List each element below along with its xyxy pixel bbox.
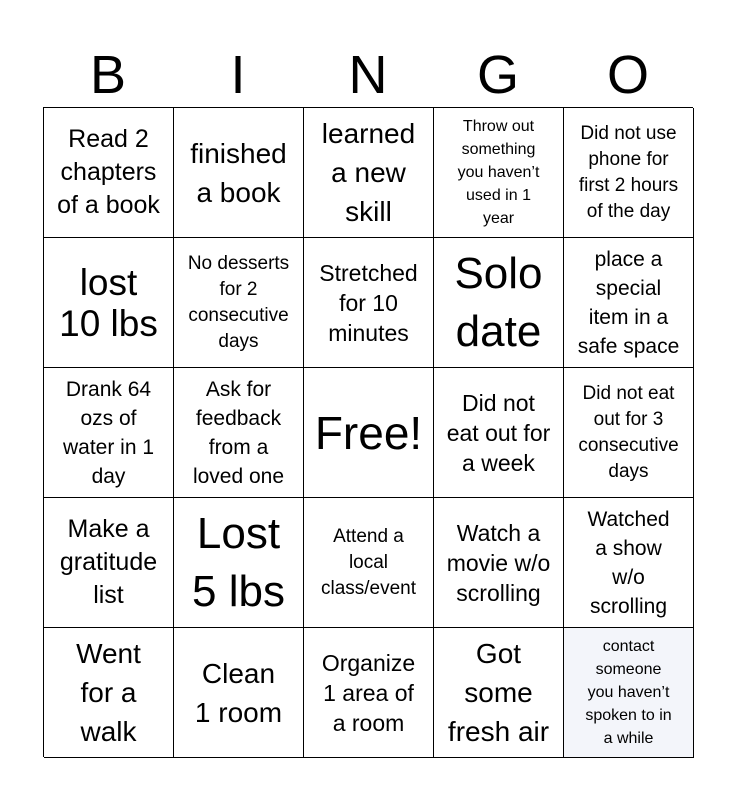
bingo-cell[interactable]: Ask for feedback from a loved one (174, 368, 304, 498)
bingo-cell[interactable]: learned a new skill (304, 108, 434, 238)
bingo-cell[interactable]: place a special item in a safe space (564, 238, 694, 368)
header-letter-g: G (476, 45, 519, 105)
bingo-cell[interactable]: Did not use phone for first 2 hours of the day (564, 108, 694, 238)
bingo-board (43, 107, 693, 757)
free-space-cell[interactable]: Free! (304, 368, 434, 498)
bingo-cell[interactable]: Watch a movie w/o scrolling (434, 498, 564, 628)
bingo-cell[interactable]: Got some fresh air (434, 628, 564, 758)
bingo-cell[interactable]: Attend a local class/event (304, 498, 434, 628)
bingo-cell[interactable]: Make a gratitude list (44, 498, 174, 628)
bingo-cell[interactable]: No desserts for 2 consecutive days (174, 238, 304, 368)
bingo-cell[interactable]: Clean 1 room (174, 628, 304, 758)
bingo-cell[interactable]: Drank 64 ozs of water in 1 day (44, 368, 174, 498)
bingo-cell[interactable]: contact someone you haven’t spoken to in a while (564, 628, 694, 758)
header-letter-n: N (348, 45, 388, 105)
bingo-cell[interactable]: Watched a show w/o scrolling (564, 498, 694, 628)
bingo-cell[interactable]: finished a book (174, 108, 304, 238)
bingo-cell[interactable]: Solo date (434, 238, 564, 368)
header-letter-b: B (89, 45, 127, 105)
bingo-cell[interactable]: Did not eat out for a week (434, 368, 564, 498)
bingo-cell[interactable]: Organize 1 area of a room (304, 628, 434, 758)
bingo-cell[interactable]: Read 2 chapters of a book (44, 108, 174, 238)
bingo-cell[interactable]: lost 10 lbs (44, 238, 174, 368)
bingo-cell[interactable]: Did not eat out for 3 consecutive days (564, 368, 694, 498)
header-letter-i: I (230, 45, 246, 105)
bingo-cell[interactable]: Lost 5 lbs (174, 498, 304, 628)
bingo-cell[interactable]: Stretched for 10 minutes (304, 238, 434, 368)
bingo-cell[interactable]: Throw out something you haven’t used in 1 year (434, 108, 564, 238)
bingo-cell[interactable]: Went for a walk (44, 628, 174, 758)
bingo-header (43, 44, 693, 106)
header-letter-o: O (606, 45, 649, 105)
